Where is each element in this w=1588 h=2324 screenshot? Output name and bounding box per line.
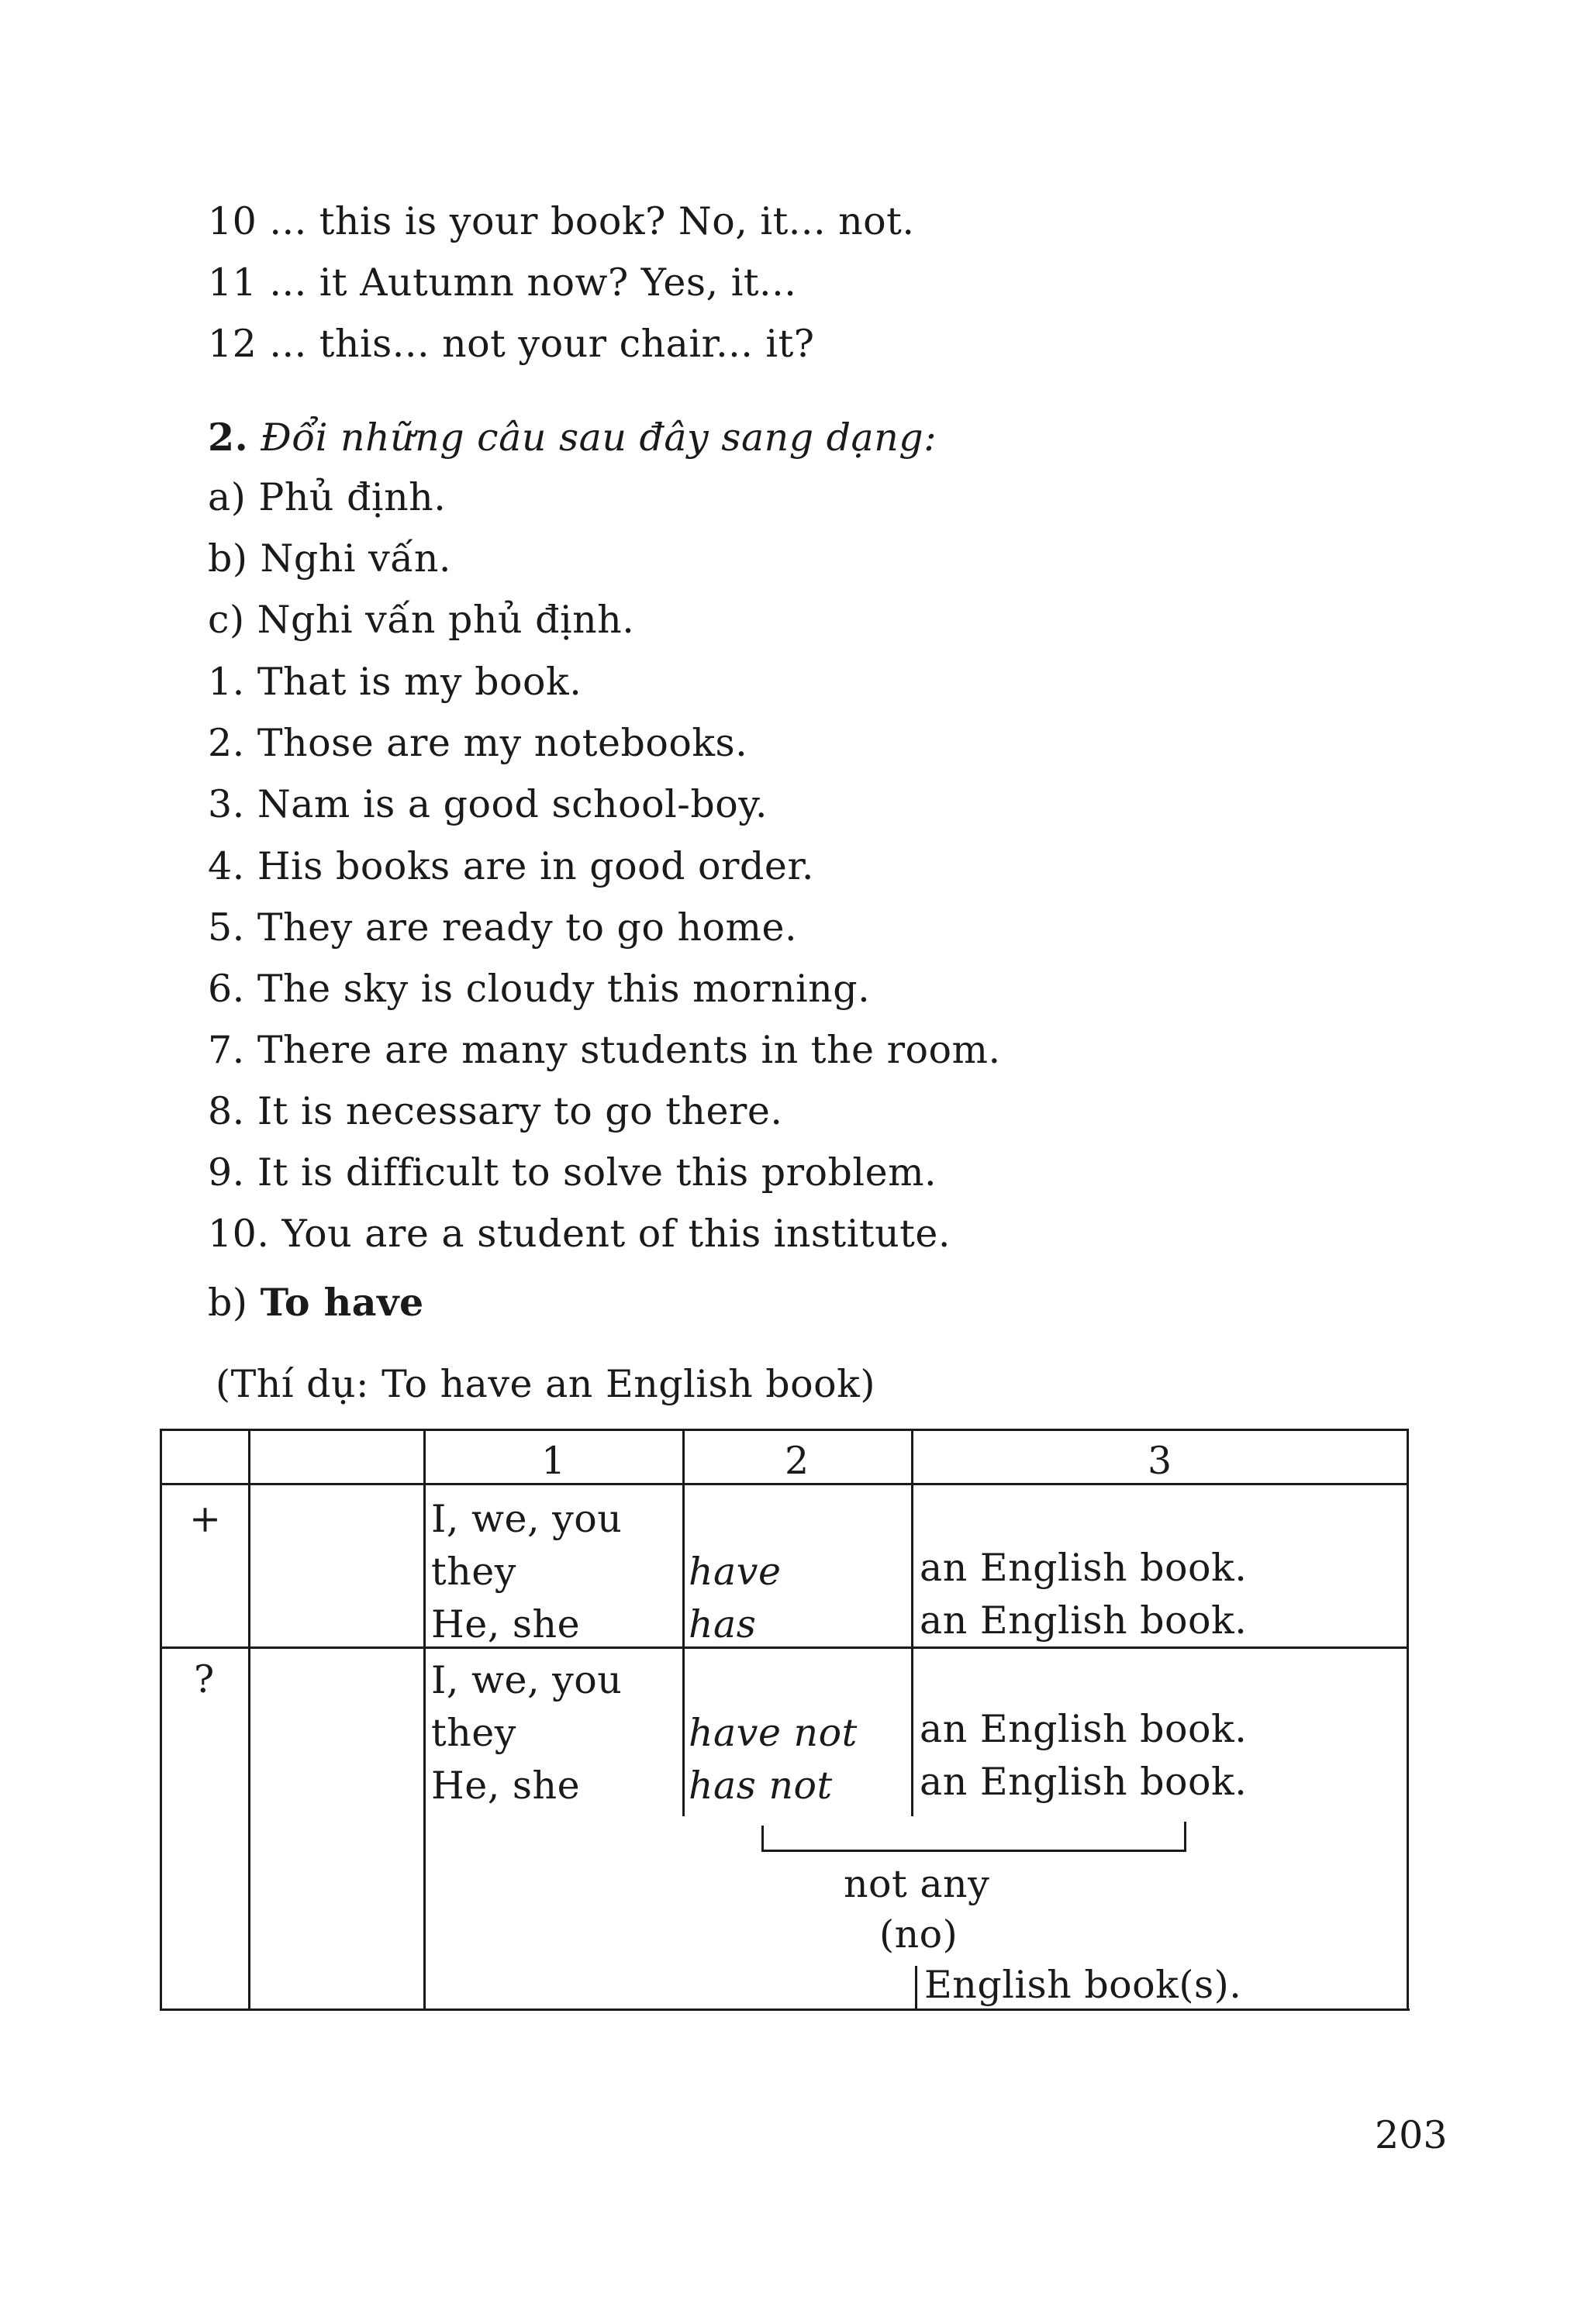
form-a: a) Phủ định. xyxy=(208,475,447,519)
row-affirmative-verb-2: has xyxy=(689,1602,757,1646)
sentence-9: 9. It is difficult to solve this problem. xyxy=(208,1150,937,1195)
form-b: b) Nghi vấn. xyxy=(208,536,451,581)
col-header-2: 2 xyxy=(785,1439,810,1483)
item-10: 10 ... this is your book? No, it... not. xyxy=(208,199,915,243)
row-affirmative-sign: + xyxy=(189,1497,222,1541)
sentence-4: 4. His books are in good order. xyxy=(208,844,814,888)
exercise-2-title: Đổi những câu sau đây sang dạng: xyxy=(261,415,937,460)
row-question-subject-2: they xyxy=(431,1711,516,1755)
row-affirmative-object-1: an English book. xyxy=(920,1546,1248,1590)
sentence-6: 6. The sky is cloudy this morning. xyxy=(208,967,871,1011)
alt-not-any: not any xyxy=(844,1862,990,1906)
table-col-divider-4 xyxy=(911,1429,913,1816)
col-header-1: 1 xyxy=(541,1439,566,1483)
row-affirmative-object-2: an English book. xyxy=(920,1598,1248,1643)
section-b-title: To have xyxy=(260,1280,424,1325)
alt-no: (no) xyxy=(879,1912,958,1957)
sentence-2: 2. Those are my notebooks. xyxy=(208,721,748,765)
bracket-right-tick xyxy=(1184,1822,1186,1852)
table-bottom-border xyxy=(160,2009,1410,2011)
col-header-3: 3 xyxy=(1148,1439,1172,1483)
section-b-example: (Thí dụ: To have an English book) xyxy=(216,1362,875,1406)
table-right-border xyxy=(1407,1429,1409,2011)
sentence-8: 8. It is necessary to go there. xyxy=(208,1089,783,1133)
row-question-object-1: an English book. xyxy=(920,1707,1248,1751)
row-question-verb-2: has not xyxy=(689,1764,833,1808)
row-question-verb-1: have not xyxy=(689,1711,858,1755)
sentence-10: 10. You are a student of this institute. xyxy=(208,1212,951,1256)
row-affirmative-verb-1: have xyxy=(689,1550,782,1594)
row-affirmative-subject-3: He, she xyxy=(431,1602,581,1646)
section-b-heading xyxy=(208,1279,424,1326)
row-question-subject-3: He, she xyxy=(431,1764,581,1808)
sentence-1: 1. That is my book. xyxy=(208,660,582,704)
table-top-border xyxy=(160,1429,1407,1431)
row-question-subject-1: I, we, you xyxy=(431,1658,623,1702)
sentence-5: 5. They are ready to go home. xyxy=(208,905,798,950)
page-number: 203 xyxy=(1375,2113,1448,2157)
sentence-7: 7. There are many students in the room. xyxy=(208,1028,1001,1072)
item-12: 12 ... this... not your chair... it? xyxy=(208,322,815,366)
row-affirmative-subject-1: I, we, you xyxy=(431,1497,623,1541)
bracket-left-tick xyxy=(761,1826,764,1852)
alt-object-marker xyxy=(915,1966,917,2009)
section-b-prefix: b) xyxy=(208,1281,248,1325)
alt-object: English book(s). xyxy=(924,1963,1242,2007)
table-left-border xyxy=(160,1429,162,2011)
table-col-divider-2 xyxy=(423,1429,426,2011)
sentence-3: 3. Nam is a good school-boy. xyxy=(208,782,768,826)
bracket-base xyxy=(761,1850,1186,1852)
row-question-sign: ? xyxy=(194,1657,215,1702)
table-row-divider xyxy=(160,1646,1407,1649)
table-col-divider-3 xyxy=(682,1429,685,1816)
exercise-2-heading xyxy=(208,414,937,461)
row-question-object-2: an English book. xyxy=(920,1760,1248,1804)
table-header-divider xyxy=(160,1483,1407,1485)
row-affirmative-subject-2: they xyxy=(431,1550,516,1594)
exercise-2-number: 2. xyxy=(208,415,249,460)
table-col-divider-1 xyxy=(248,1429,250,2011)
form-c: c) Nghi vấn phủ định. xyxy=(208,598,635,642)
item-11: 11 ... it Autumn now? Yes, it... xyxy=(208,260,797,305)
